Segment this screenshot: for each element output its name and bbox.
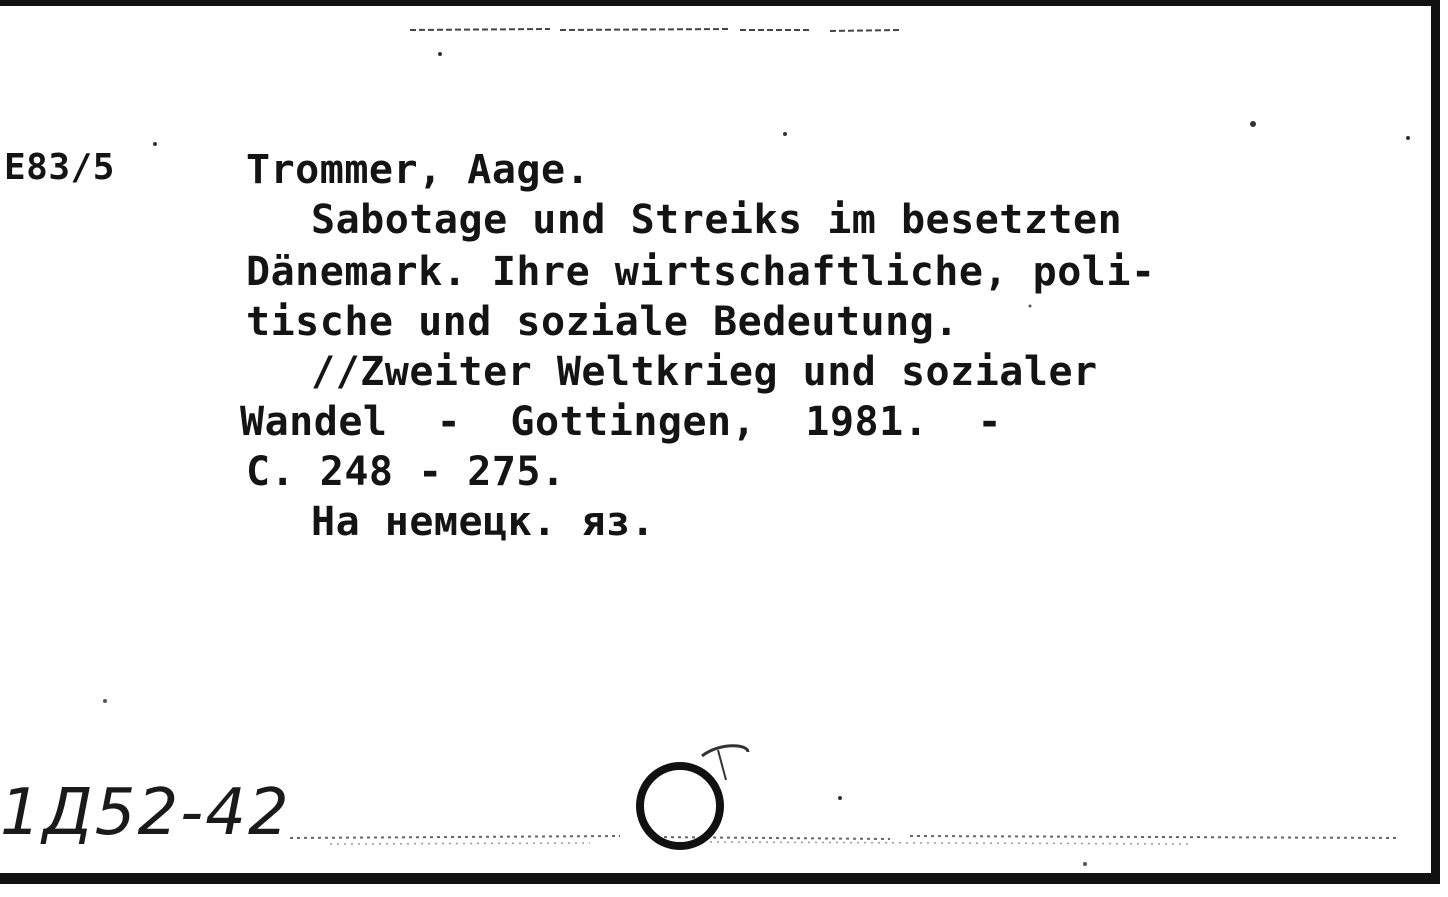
author-name: Trommer, Aage. [246, 147, 591, 193]
language-note: На немецк. яз. [311, 499, 656, 545]
title-line-1: Sabotage und Streiks im besetzten [311, 197, 1123, 243]
source-line-2: Wandel - Gottingen, 1981. - [240, 399, 1003, 445]
source-line-1: //Zweiter Weltkrieg und sozialer [311, 349, 1098, 395]
pages-line: C. 248 - 275. [246, 449, 566, 495]
handwritten-code: 1Д52-42 [0, 776, 291, 850]
title-line-2: Dänemark. Ihre wirtschaftliche, poli- [246, 249, 1156, 295]
call-number: E83/5 [4, 147, 115, 188]
title-line-3: tische und soziale Bedeutung. [246, 299, 959, 345]
paper-specks [0, 6, 1430, 876]
